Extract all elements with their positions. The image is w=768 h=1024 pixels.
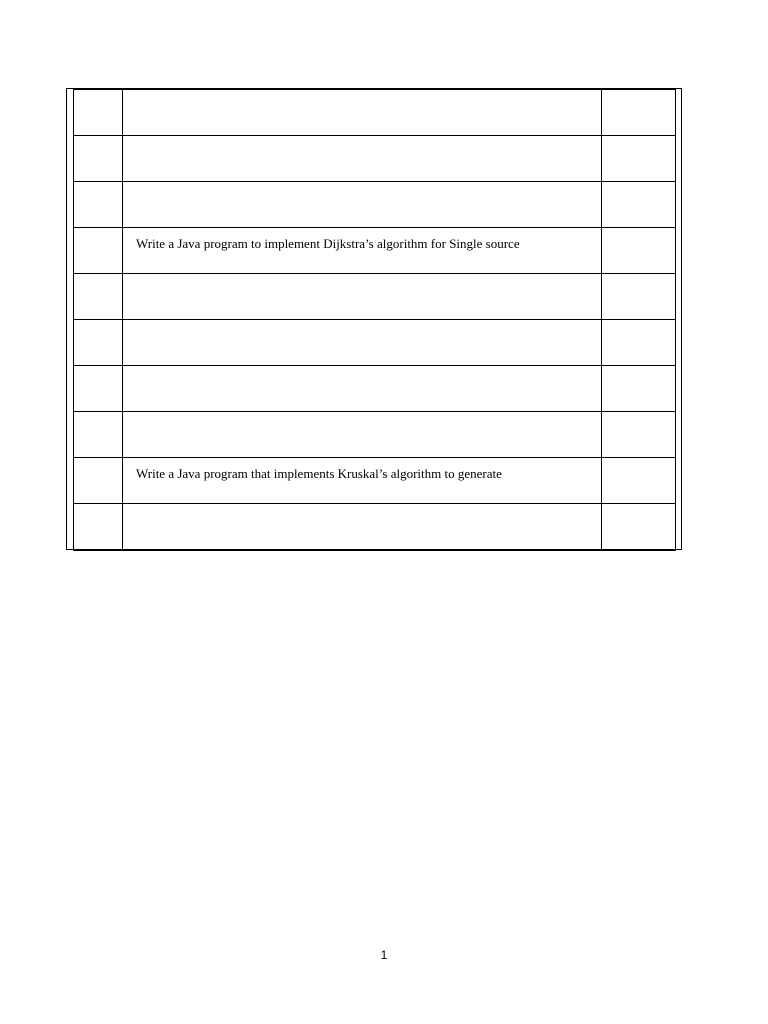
page-reference-cell — [602, 89, 676, 136]
program-title-cell — [123, 320, 602, 366]
program-title-cell — [123, 458, 602, 504]
program-number-cell — [74, 182, 123, 228]
program-title-text — [123, 274, 601, 282]
page-reference-cell — [602, 412, 676, 458]
program-number-cell — [74, 89, 123, 136]
program-number-cell — [74, 458, 123, 504]
program-number-cell — [74, 504, 123, 551]
table-row — [74, 366, 676, 412]
program-title-cell — [123, 182, 602, 228]
page-reference-cell — [602, 458, 676, 504]
table-row — [74, 182, 676, 228]
program-title-cell — [123, 366, 602, 412]
program-list-body — [74, 89, 676, 550]
program-title-cell — [123, 89, 602, 136]
program-title-text — [123, 182, 601, 190]
table-row — [74, 504, 676, 551]
program-number-cell — [74, 412, 123, 458]
program-title-cell — [123, 228, 602, 274]
page-reference-cell — [602, 366, 676, 412]
program-title-text — [123, 504, 601, 512]
program-list-table — [73, 88, 676, 551]
program-title-text: Write a Java program to implement Dijkstra’s algorithm for Single source — [136, 236, 520, 251]
program-title-cell — [123, 504, 602, 551]
program-title-cell — [123, 274, 602, 320]
program-number-cell — [74, 274, 123, 320]
page-reference-cell — [602, 182, 676, 228]
program-number-cell — [74, 320, 123, 366]
page-reference-cell — [602, 504, 676, 551]
program-title-text: Write a Java program that implements Kruskal’s algorithm to generate — [136, 466, 502, 481]
program-title-text — [123, 90, 601, 98]
program-title-text — [123, 136, 601, 144]
table-row — [74, 274, 676, 320]
program-number-cell — [74, 366, 123, 412]
table-row — [74, 136, 676, 182]
page-reference-cell — [602, 320, 676, 366]
table-row — [74, 320, 676, 366]
program-title-text — [123, 320, 601, 328]
table-row — [74, 228, 676, 274]
program-number-cell — [74, 228, 123, 274]
page-reference-cell — [602, 274, 676, 320]
program-number-cell — [74, 136, 123, 182]
program-title-text — [123, 366, 601, 374]
page-number: 1 — [380, 948, 388, 962]
table-row — [74, 412, 676, 458]
program-title-cell — [123, 412, 602, 458]
table-row — [74, 89, 676, 136]
program-title-cell — [123, 136, 602, 182]
page-reference-cell — [602, 228, 676, 274]
table-row — [74, 458, 676, 504]
page-reference-cell — [602, 136, 676, 182]
program-title-text — [123, 412, 601, 420]
